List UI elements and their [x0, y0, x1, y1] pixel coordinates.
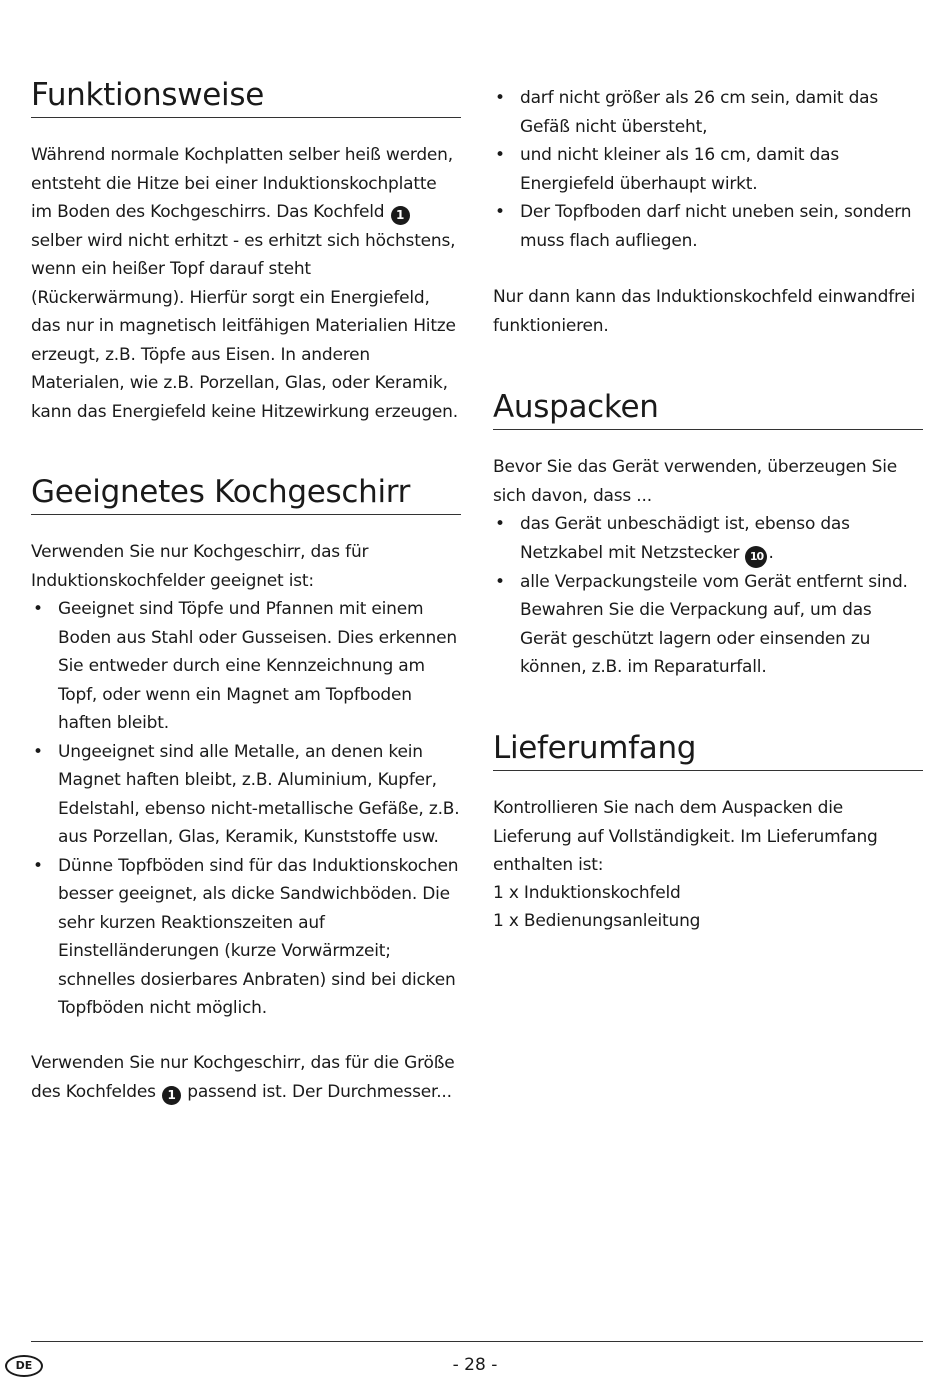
- list-item: • Der Topfboden darf nicht uneben sein, sondern muss flach aufliegen.: [493, 198, 923, 255]
- lieferumfang-item: 1 x Induktionskochfeld: [493, 883, 681, 903]
- durchmesser-closing: Nur dann kann das Induktionskochfeld einwandfrei funktionieren.: [493, 287, 916, 336]
- part-1-marker: 1: [162, 1086, 181, 1105]
- kochgeschirr-list: [31, 595, 461, 1023]
- page-number: - 28 -: [452, 1355, 498, 1375]
- language-badge: DE: [5, 1355, 43, 1377]
- list-item: • das Gerät unbeschädigt ist, ebenso das Netzkabel mit Netzstecker 10 .: [493, 510, 923, 568]
- list-item: • und nicht kleiner als 16 cm, damit das Energiefeld überhaupt wirkt.: [493, 141, 923, 198]
- heading-lieferumfang: Lieferumfang: [493, 730, 923, 771]
- heading-auspacken: Auspacken: [493, 389, 923, 430]
- kochgeschirr-intro: Verwenden Sie nur Kochgeschirr, das für Induktionskochfelder geeignet ist:: [31, 542, 369, 591]
- durchmesser-list: [493, 84, 923, 255]
- auspacken-list: [493, 510, 923, 682]
- list-item: • Geeignet sind Töpfe und Pfannen mit einem Boden aus Stahl oder Gusseisen. Dies erkennen Sie entweder durch eine Kennzeichnung am Topf, oder wenn ein Magnet am Topfboden haften bleibt.: [31, 595, 461, 738]
- list-item: • darf nicht größer als 26 cm sein, damit das Gefäß nicht übersteht,: [493, 84, 923, 141]
- list-item: • Ungeeignet sind alle Metalle, an denen kein Magnet haften bleibt, z.B. Aluminium, Kupfer, Edelstahl, ebenso nicht-metallische Gefäße, z.B. aus Porzellan, Glas, Keramik, Kunststoffe usw.: [31, 738, 461, 852]
- funktionsweise-text: Während normale Kochplatten selber heiß werden, entsteht die Hitze bei einer Induktionskochplatte im Boden des Kochgeschirrs. Das Kochfeld 1 selber wird nicht erhitzt - es erhitzt sich höchstens, wenn ein heißer Topf darauf steht (Rückerwärmung). Hierfür sorgt ein Energiefeld, das nur in magnetisch leitfähigen Materialien Hitze erzeugt, z.B. Töpfe aus Eisen. In anderen Materialen, wie z.B. Porzellan, Glas, oder Keramik, kann das Energiefeld keine Hitzewirkung erzeugen.: [31, 145, 458, 422]
- auspacken-intro: Bevor Sie das Gerät verwenden, überzeugen Sie sich davon, dass ...: [493, 457, 897, 506]
- part-10-marker: 10: [745, 546, 767, 568]
- footer-divider: [31, 1341, 923, 1342]
- lieferumfang-item: 1 x Bedienungsanleitung: [493, 911, 701, 931]
- kochgeschirr-closing: Verwenden Sie nur Kochgeschirr, das für die Größe des Kochfeldes 1 passend ist. Der Durchmesser...: [31, 1049, 461, 1106]
- lieferumfang-intro: Kontrollieren Sie nach dem Auspacken die Lieferung auf Vollständigkeit. Im Lieferumfang enthalten ist:: [493, 798, 878, 875]
- heading-funktionsweise: Funktionsweise: [31, 77, 461, 118]
- list-item: • Dünne Topfböden sind für das Induktionskochen besser geeignet, als dicke Sandwichböden. Die sehr kurzen Reaktionszeiten auf Einstelländerungen (kurze Vorwärmzeit; schnelles dosierbares Anbraten) sind bei dicken Topfböden nicht möglich.: [31, 852, 461, 1023]
- heading-geeignetes-kochgeschirr: Geeignetes Kochgeschirr: [31, 474, 461, 515]
- part-1-marker: 1: [391, 206, 410, 225]
- list-item: • alle Verpackungsteile vom Gerät entfernt sind. Bewahren Sie die Verpackung auf, um das Gerät geschützt lagern oder einsenden zu können, z.B. im Reparaturfall.: [493, 568, 923, 682]
